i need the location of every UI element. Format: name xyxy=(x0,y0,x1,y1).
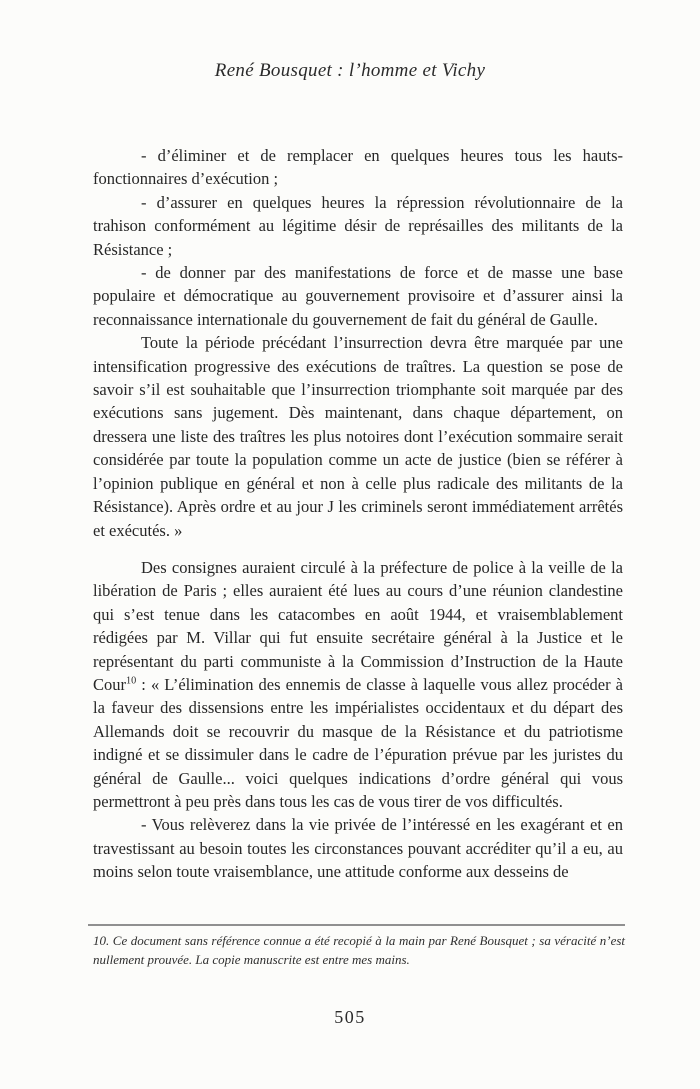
paragraph-vous-releverez: - Vous relèverez dans la vie privée de l’intéressé en les exagérant et en travestissant au besoin toutes les circonstances pouvant accréditer qu’il a eu, au moins selon toute vraisemblance, une attitude conforme aux desseins de xyxy=(93,815,623,882)
page-number: 505 xyxy=(334,1007,366,1027)
footnote-divider-rule xyxy=(88,924,625,926)
footnote xyxy=(93,931,625,969)
footnote-number: 10. xyxy=(93,933,110,948)
paragraph-donner: - de donner par des manifestations de force et de masse une base populaire et démocratique au gouvernement provisoire et d’assurer ainsi la reconnaissance internationale du gouvernement de fait du général de Gaulle. xyxy=(93,263,623,329)
paragraph-assurer: - d’assurer en quelques heures la répression révolutionnaire de la trahison conformément au légitime désir de représailles des militants de la Résistance ; xyxy=(93,192,623,259)
running-header-title: René Bousquet : l’homme et Vichy xyxy=(214,60,486,81)
footnote-text: Ce document sans référence connue a été recopié à la main par René Bousquet ; sa véracité n’est nullement prouvée. La copie manuscrite est entre mes mains. xyxy=(93,933,626,967)
paragraph-toute-la-periode: Toute la période précédant l’insurrection devra être marquée par une intensification progressive des exécutions de traîtres. La question se pose de savoir s’il est souhaitable que l’insurrection triomphante soit marquée par des exécutions sans jugement. Dès maintenant, dans chaque département, on dressera une liste des traîtres les plus notoires dont l’exécution sommaire serait considérée par toute la population comme un acte de justice (bien se référer à l’opinion publique en général et non à celle plus radicale des militants de la Résistance). Après ordre et au jour J les criminels seront immédiatement arrêtés et exécutés. » xyxy=(93,333,623,540)
paragraph-text-before-footnote-ref: Des consignes auraient circulé à la préfecture de police à la veille de la libération de Paris ; elles auraient été lues au cours d’une réunion clandestine qui s’est tenue dans les catacombes en août 1944, et vraisemblablement rédigées par M. Villar qui fut ensuite secrétaire général à la Justice et le représentant du parti communiste à la Commission d’Instruction de la Haute Cour xyxy=(93,557,623,694)
paragraph-eliminer: - d’éliminer et de remplacer en quelques heures tous les hauts-fonctionnaires d’exécution ; xyxy=(93,146,623,189)
paragraph-text-after-footnote-ref: : « L’élimination des ennemis de classe à laquelle vous allez procéder à la faveur des dissensions entre les impérialistes occidentaux et du départ des Allemands doit se recouvrir du masque de la Résistance et du patriotisme indigné et se dissimuler dans le cadre de l’épuration prévue par les juristes du général de Gaulle... voici quelques indications d’ordre général qui vous permettront à peu près dans tous les cas de vous tirer de vos difficultés. xyxy=(93,674,623,811)
footnote-reference-10: 10 xyxy=(126,675,137,687)
body-text-block xyxy=(93,144,623,884)
paragraph-des-consignes xyxy=(93,556,623,813)
